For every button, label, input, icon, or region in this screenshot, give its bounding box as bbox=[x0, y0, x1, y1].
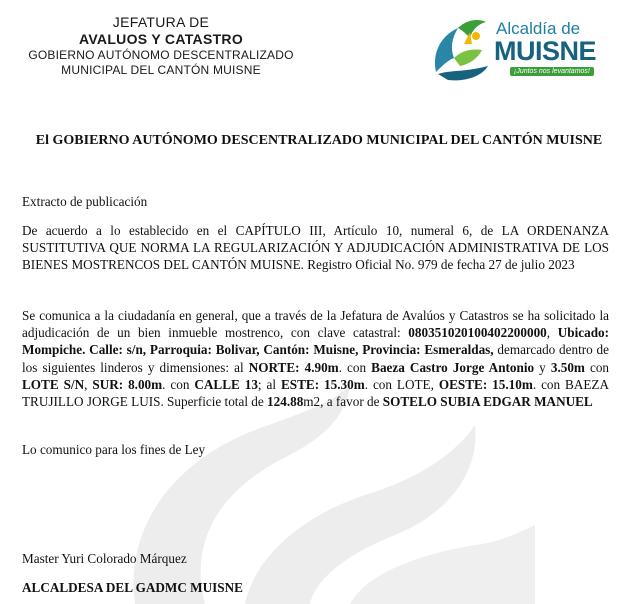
north-second-measure: 3.50m bbox=[550, 359, 585, 375]
north-boundary: NORTE: 4.90m bbox=[248, 359, 339, 375]
logo-name: Alcaldía de bbox=[496, 19, 581, 38]
body-text: y bbox=[534, 359, 551, 375]
signatory-title: ALCALDESA DEL GADMC MUISNE bbox=[22, 580, 243, 595]
north-neighbor: Baeza Castro Jorge Antonio bbox=[371, 359, 535, 375]
closing-line: Lo comunico para los fines de Ley bbox=[22, 442, 206, 457]
beneficiary-name: SOTELO SUBIA EDGAR MANUEL bbox=[382, 394, 593, 410]
body-text: , bbox=[84, 376, 93, 392]
south-neighbor: CALLE 13 bbox=[194, 376, 258, 392]
header-line-1: JEFATURA DE bbox=[112, 14, 210, 30]
body-text: ; al bbox=[257, 376, 281, 392]
institution-header bbox=[16, 14, 306, 78]
logo-slogan: ¡Juntos nos levantamos! bbox=[510, 67, 594, 76]
header-line-4: MUNICIPAL DEL CANTÓN MUISNE bbox=[61, 63, 261, 77]
property-location: Ubicado: Mompiche. Calle: s/n, Parroquia: Bolivar, Cantón: Muisne, Provincia: Esmeraldas, bbox=[22, 325, 610, 358]
body-text: demarcado dentro de los siguientes linderos y dimensiones: al bbox=[22, 342, 610, 375]
south-boundary: SUR: 8.00m bbox=[92, 376, 163, 392]
north-second-neighbor: LOTE S/N bbox=[22, 376, 85, 392]
west-boundary: OESTE: 15.10m bbox=[438, 376, 533, 392]
intro-paragraph: De acuerdo a lo establecido en el CAPÍTULO III, Artículo 10, numeral 6, de LA ORDENANZA SUSTITUTIVA QUE NORMA LA REGULARIZACIÓN Y ADJUDICACIÓN ADMINISTRATIVA DE LOS BIENES MOSTRENCOS DEL CANTÓN MUISNE. Registro Oficial No. 979 de fecha 27 de julio 2023 bbox=[22, 223, 609, 273]
body-text: . con LOTE, bbox=[364, 376, 439, 392]
body-text: Se comunica a la ciudadanía en general, que a través de la Jefatura de Avalúos y Catastros se ha solicitado la adjudicación de un bien inmueble mostrenco, con clave catastral: bbox=[22, 308, 609, 341]
header-line-2: AVALUOS Y CATASTRO bbox=[78, 31, 244, 47]
header-line-3: GOBIERNO AUTÓNOMO DESCENTRALIZADO bbox=[28, 48, 294, 62]
document-title: El GOBIERNO AUTÓNOMO DESCENTRALIZADO MUNICIPAL DEL CANTÓN MUISNE bbox=[35, 133, 603, 148]
logo-emblem-icon bbox=[430, 14, 492, 84]
body-text: . con bbox=[338, 359, 372, 375]
watermark-emblem-icon bbox=[95, 385, 535, 604]
extract-label: Extracto de publicación bbox=[22, 194, 148, 209]
body-text: , bbox=[546, 325, 558, 341]
signatory-name: Master Yuri Colorado Márquez bbox=[22, 551, 187, 566]
body-text: con bbox=[584, 359, 610, 375]
body-text: . con BAEZA TRUJILLO JORGE LUIS. Superficie total de bbox=[22, 376, 609, 410]
total-area: 124.88 bbox=[267, 394, 304, 410]
body-text: m2, a favor de bbox=[303, 394, 383, 410]
east-boundary: ESTE: 15.30m bbox=[280, 376, 365, 392]
municipality-logo bbox=[430, 12, 615, 86]
cadastral-key: 080351020100402200000 bbox=[408, 325, 547, 341]
body-text: . con bbox=[162, 376, 195, 392]
notice-paragraph bbox=[22, 307, 609, 410]
logo-city: MUISNE bbox=[494, 36, 597, 66]
